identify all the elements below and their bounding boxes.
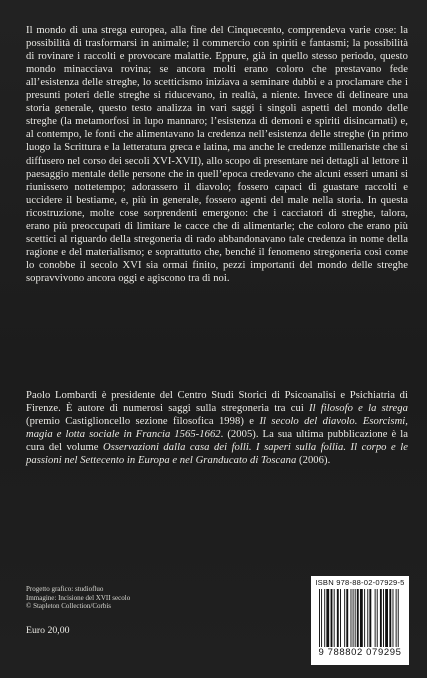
credit-copyright: © Stapleton Collection/Corbis <box>26 602 112 611</box>
ean-digits: 9 788802 079295 <box>318 647 402 658</box>
author-bio-text-2: (premio Castiglioncello sezione filosofica 1998) e <box>26 415 260 427</box>
credit-design: Progetto grafico: studiofluo <box>26 585 104 593</box>
author-bio-text-1: Paolo Lombardi è presidente del Centro Studi Storici di Psicoanalisi e Psichiatria di Firenze. È autore di numerosi saggi sulla stregoneria tra cui <box>26 389 408 414</box>
design-credits <box>26 585 226 611</box>
author-bio-text-4: (2006). <box>296 455 331 467</box>
barcode-label <box>311 576 409 665</box>
book-title-secolo-diavolo: Il secolo del diavolo. Esorcismi, magia e lotta sociale in Francia 1565-1662 <box>26 415 408 440</box>
author-bio <box>26 389 408 468</box>
credit-image: Immagine: Incisione del XVII secolo <box>26 593 131 602</box>
barcode-icon <box>317 589 403 647</box>
book-title-filosofo: Il filosofo e la strega <box>309 402 408 414</box>
author-bio-text-3: . (2005). La sua ultima pubblicazione è la cura del volume <box>26 428 408 453</box>
synopsis-text: Il mondo di una strega europea, alla fine del Cinquecento, comprendeva varie cose: la possibilità di trasformarsi in animale; il commercio con spiriti e fantasmi; la possibilità di rovinare i raccolti e provocare malattie. Eppure, già in quello stesso periodo, questo mondo minacciava rovina; se ancora molti erano coloro che prestavano fede all’esistenza delle streghe, lo scetticismo iniziava a seminare dubbi e a proclamare che i presunti poteri delle streghe si riducevano, in realtà, a niente. Invece di delineare una storia generale, questo testo analizza in vari saggi i singoli aspetti del mondo delle streghe (la metamorfosi in lupo mannaro; l’esistenza di demoni e spiriti disincarnati) e, al contempo, le fonti che alimentavano la credenza nell’esistenza delle streghe (in primo luogo la Scrittura e la letteratura greca e latina, ma anche le credenze millenariste che si diffusero nel corso dei secoli XVI-XVII), allo scopo di presentare nei dettagli al lettore il paesaggio mentale delle persone che in quell’epoca credevano che alcuni esseri umani si riunissero nottetempo; adorassero il diavolo; fossero capaci di guastare raccolti e uccidere il bestiame, e, più in generale, fossero agenti del male nella storia. In questa ricostruzione, molte cose sorprendenti emergono: che i cacciatori di streghe, talora, erano più preoccupati di limitare le cacce che di alimentarle; che coloro che erano più scettici al riguardo della stregoneria di rado abbandonavano tale credenza in nome della ragione e del materialismo; e soprattutto che, benché il fenomeno stregoneria così come lo conobbe il secolo XVI sia ormai finito, pezzi importanti del mondo delle streghe sopravvivono ancora oggi e agiscono tra di noi. <box>26 24 408 285</box>
isbn-number: ISBN 978-88-02-07929-5 <box>315 578 405 587</box>
price-label: Euro 20,00 <box>26 625 70 636</box>
book-title-osservazioni: Osservazioni dalla casa dei folli. I saperi sulla follia. Il corpo e le passioni nel Settecento in Europa e nel Granducato di Toscana <box>26 441 408 467</box>
